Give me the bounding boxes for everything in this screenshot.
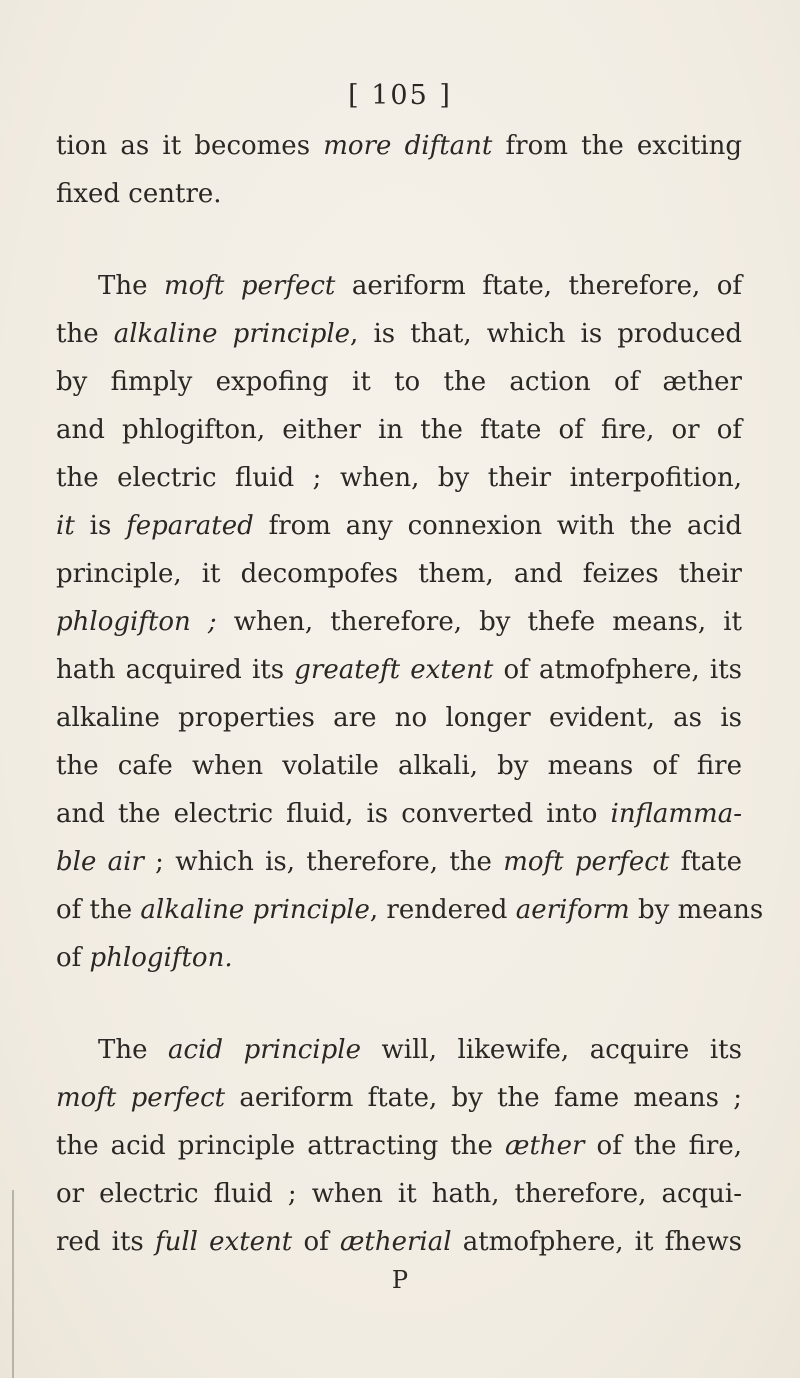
text-line [56, 796, 742, 832]
text-span: The [98, 271, 164, 301]
text-line [56, 604, 742, 640]
italic-span: moft [163, 271, 225, 301]
text-line [56, 1128, 742, 1164]
text-span: atmofphere, it fhews [451, 1227, 742, 1257]
italic-span: moft perfect [56, 1083, 226, 1113]
italic-span: ætherial [339, 1227, 452, 1257]
italic-span: perfect [240, 271, 336, 301]
text-span [224, 271, 241, 301]
text-span: ; which is, therefore, the [143, 847, 504, 877]
italic-span: alkaline principle [140, 895, 370, 925]
text-span: tion as it becomes [56, 131, 324, 161]
text-span: of [292, 1227, 340, 1257]
text-line [56, 128, 742, 164]
text-line: by fimply expofing it to the action of æther [56, 367, 742, 397]
text-line: principle, it decompofes them, and feizes their [56, 559, 742, 589]
italic-span: aeriform [515, 895, 630, 925]
text-span: of atmofphere, its [493, 655, 742, 685]
text-line [98, 268, 742, 304]
italic-span: feparated [126, 511, 254, 541]
text-span: and the electric fluid, is converted into [56, 799, 611, 829]
page-number-header: [ 105 ] [348, 80, 452, 111]
text-span: of [56, 943, 90, 973]
text-span: of the fire, [584, 1131, 743, 1161]
text-span: when, therefore, by thefe means, it [216, 607, 742, 637]
text-span [391, 131, 404, 161]
italic-span: alkaline principle [113, 319, 351, 349]
text-line [56, 1080, 742, 1116]
text-span: aeriform ftate, by the fame means ; [225, 1083, 742, 1113]
text-span: aeriform ftate, therefore, of [335, 271, 742, 301]
signature-mark: P [391, 1266, 409, 1294]
text-line: and phlogifton, either in the ftate of fire, or of [56, 415, 742, 445]
text-line: the cafe when volatile alkali, by means of fire [56, 751, 742, 781]
text-line: alkaline properties are no longer evident, as is [56, 703, 742, 733]
italic-span: more [323, 131, 392, 161]
text-line: fixed centre. [56, 179, 222, 209]
italic-span: ble air [56, 847, 144, 877]
text-line [98, 1032, 742, 1068]
text-span: , rendered [369, 895, 516, 925]
text-span: red its [56, 1227, 155, 1257]
text-span: , is that, which is produced [350, 319, 742, 349]
text-span: hath acquired its [56, 655, 295, 685]
text-span: from the exciting [492, 131, 743, 161]
text-span: is [74, 511, 127, 541]
italic-span: æther [505, 1131, 585, 1161]
italic-span: diftant [404, 131, 493, 161]
text-span: from any connexion with the acid [253, 511, 743, 541]
text-span: by means [629, 895, 764, 925]
text-line [56, 844, 742, 880]
text-span: will, likewife, acquire its [360, 1035, 742, 1065]
text-line [56, 1224, 742, 1260]
italic-span: full extent [154, 1227, 293, 1257]
text-line [56, 940, 742, 976]
italic-span: greateft extent [294, 655, 494, 685]
text-span: the [56, 319, 114, 349]
italic-span: acid principle [168, 1035, 361, 1065]
text-line [56, 316, 742, 352]
text-span: the acid principle attracting the [56, 1131, 506, 1161]
italic-span: moft perfect [503, 847, 670, 877]
page-edge-shadow [12, 1190, 14, 1378]
text-span: The [98, 1035, 169, 1065]
text-line [56, 652, 742, 688]
text-span: ftate [669, 847, 743, 877]
italic-span: phlogifton. [89, 943, 233, 973]
italic-span: inflamma- [610, 799, 742, 829]
text-span: of the [56, 895, 141, 925]
text-line: the electric fluid ; when, by their interpofition, [56, 463, 742, 493]
italic-span: it [56, 511, 75, 541]
text-line [56, 892, 764, 928]
italic-span: phlogifton ; [56, 607, 217, 637]
text-line: or electric fluid ; when it hath, therefore, acqui- [56, 1179, 742, 1209]
text-line [56, 508, 742, 544]
